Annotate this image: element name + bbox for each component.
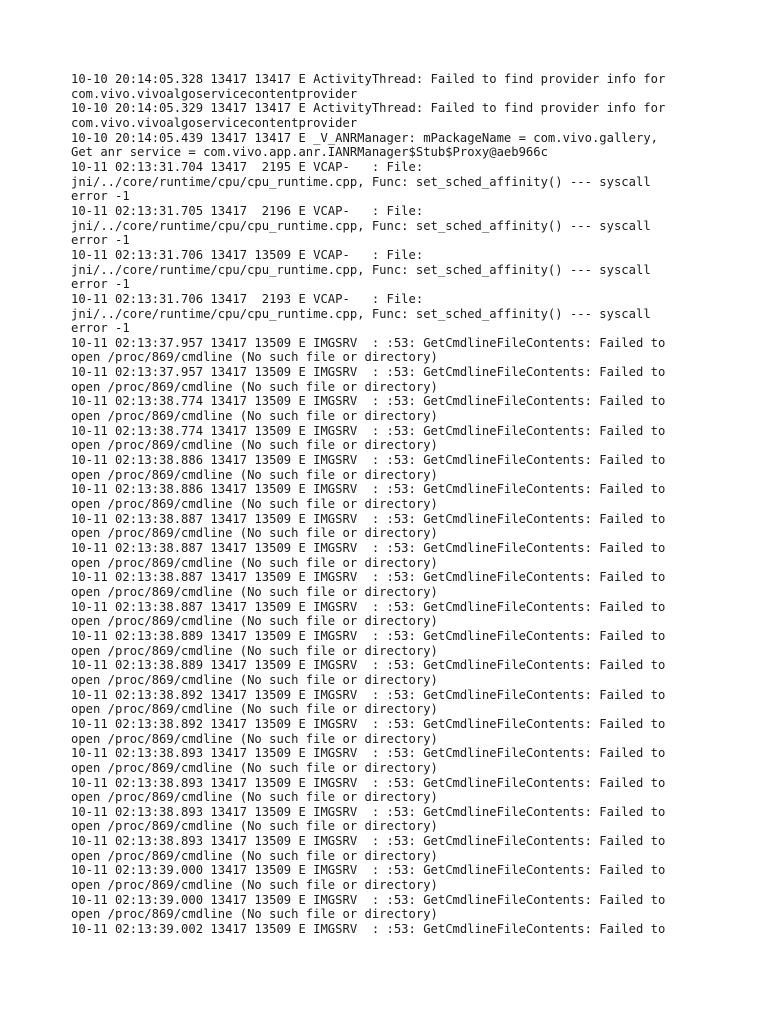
log-line: open /proc/869/cmdline (No such file or directory) bbox=[71, 350, 438, 365]
log-line: open /proc/869/cmdline (No such file or directory) bbox=[71, 379, 438, 394]
log-line: 10-11 02:13:31.706 13417 2193 E VCAP- : File: bbox=[71, 291, 424, 306]
log-line: jni/../core/runtime/cpu/cpu_runtime.cpp, Func: set_sched_affinity() --- syscall bbox=[71, 262, 651, 277]
log-line: open /proc/869/cmdline (No such file or directory) bbox=[71, 848, 438, 863]
log-line: 10-11 02:13:38.774 13417 13509 E IMGSRV : :53: GetCmdlineFileContents: Failed to bbox=[71, 423, 666, 438]
log-line: Get anr service = com.vivo.app.anr.IANRManager$Stub$Proxy@aeb966c bbox=[71, 145, 548, 160]
log-line: 10-11 02:13:39.000 13417 13509 E IMGSRV : :53: GetCmdlineFileContents: Failed to bbox=[71, 892, 666, 907]
log-line: 10-11 02:13:38.893 13417 13509 E IMGSRV : :53: GetCmdlineFileContents: Failed to bbox=[71, 804, 666, 819]
log-line: 10-10 20:14:05.439 13417 13417 E _V_ANRManager: mPackageName = com.vivo.gallery, bbox=[71, 130, 658, 145]
log-line: 10-11 02:13:38.887 13417 13509 E IMGSRV : :53: GetCmdlineFileContents: Failed to bbox=[71, 541, 666, 555]
log-line: 10-11 02:13:37.957 13417 13509 E IMGSRV : :53: GetCmdlineFileContents: Failed to bbox=[71, 335, 666, 350]
log-line: 10-10 20:14:05.329 13417 13417 E ActivityThread: Failed to find provider info for bbox=[71, 101, 666, 116]
log-line: 10-11 02:13:31.704 13417 2195 E VCAP- : File: bbox=[71, 159, 424, 174]
log-line: jni/../core/runtime/cpu/cpu_runtime.cpp, Func: set_sched_affinity() --- syscall bbox=[71, 218, 651, 233]
log-line: 10-10 20:14:05.328 13417 13417 E ActivityThread: Failed to find provider info for bbox=[71, 72, 666, 86]
log-line: open /proc/869/cmdline (No such file or directory) bbox=[71, 672, 438, 687]
log-line: 10-11 02:13:38.774 13417 13509 E IMGSRV : :53: GetCmdlineFileContents: Failed to bbox=[71, 394, 666, 409]
log-line: open /proc/869/cmdline (No such file or directory) bbox=[71, 467, 438, 482]
log-line: 10-11 02:13:38.887 13417 13509 E IMGSRV : :53: GetCmdlineFileContents: Failed to bbox=[71, 599, 666, 614]
log-line: 10-11 02:13:38.886 13417 13509 E IMGSRV : :53: GetCmdlineFileContents: Failed to bbox=[71, 453, 666, 468]
log-line: error -1 bbox=[71, 233, 130, 248]
log-line: error -1 bbox=[71, 277, 130, 292]
log-line: open /proc/869/cmdline (No such file or directory) bbox=[71, 790, 438, 805]
log-line: 10-11 02:13:38.887 13417 13509 E IMGSRV : :53: GetCmdlineFileContents: Failed to bbox=[71, 570, 666, 585]
log-line: open /proc/869/cmdline (No such file or directory) bbox=[71, 731, 438, 746]
log-line: open /proc/869/cmdline (No such file or directory) bbox=[71, 409, 438, 424]
log-line: open /proc/869/cmdline (No such file or directory) bbox=[71, 702, 438, 717]
log-line: open /proc/869/cmdline (No such file or directory) bbox=[71, 878, 438, 893]
log-line: 10-11 02:13:38.889 13417 13509 E IMGSRV : :53: GetCmdlineFileContents: Failed to bbox=[71, 628, 666, 643]
log-line: 10-11 02:13:38.892 13417 13509 E IMGSRV : :53: GetCmdlineFileContents: Failed to bbox=[71, 716, 666, 731]
log-line: 10-11 02:13:38.886 13417 13509 E IMGSRV : :53: GetCmdlineFileContents: Failed to bbox=[71, 482, 666, 497]
log-line: 10-11 02:13:38.892 13417 13509 E IMGSRV : :53: GetCmdlineFileContents: Failed to bbox=[71, 687, 666, 702]
log-line: 10-11 02:13:38.889 13417 13509 E IMGSRV : :53: GetCmdlineFileContents: Failed to bbox=[71, 658, 666, 673]
log-line: 10-11 02:13:31.706 13417 13509 E VCAP- : File: bbox=[71, 247, 424, 262]
log-line: 10-11 02:13:39.000 13417 13509 E IMGSRV : :53: GetCmdlineFileContents: Failed to bbox=[71, 863, 666, 878]
log-line: open /proc/869/cmdline (No such file or directory) bbox=[71, 438, 438, 453]
log-line: 10-11 02:13:38.893 13417 13509 E IMGSRV : :53: GetCmdlineFileContents: Failed to bbox=[71, 746, 666, 761]
log-line: 10-11 02:13:31.705 13417 2196 E VCAP- : File: bbox=[71, 203, 424, 218]
log-line: 10-11 02:13:39.002 13417 13509 E IMGSRV : :53: GetCmdlineFileContents: Failed to bbox=[71, 922, 666, 937]
log-line: 10-11 02:13:37.957 13417 13509 E IMGSRV : :53: GetCmdlineFileContents: Failed to bbox=[71, 365, 666, 380]
log-line: open /proc/869/cmdline (No such file or directory) bbox=[71, 526, 438, 541]
log-line: open /proc/869/cmdline (No such file or directory) bbox=[71, 584, 438, 599]
log-line: com.vivo.vivoalgoservicecontentprovider bbox=[71, 86, 358, 101]
log-line: error -1 bbox=[71, 189, 130, 204]
log-line: 10-11 02:13:38.887 13417 13509 E IMGSRV : :53: GetCmdlineFileContents: Failed to bbox=[71, 511, 666, 526]
log-line: open /proc/869/cmdline (No such file or directory) bbox=[71, 643, 438, 658]
log-line: open /proc/869/cmdline (No such file or directory) bbox=[71, 497, 438, 512]
log-line: 10-11 02:13:38.893 13417 13509 E IMGSRV : :53: GetCmdlineFileContents: Failed to bbox=[71, 834, 666, 849]
log-line: open /proc/869/cmdline (No such file or directory) bbox=[71, 760, 438, 775]
log-line: open /proc/869/cmdline (No such file or directory) bbox=[71, 555, 438, 570]
log-line: 10-11 02:13:38.893 13417 13509 E IMGSRV : :53: GetCmdlineFileContents: Failed to bbox=[71, 775, 666, 790]
log-line: open /proc/869/cmdline (No such file or directory) bbox=[71, 614, 438, 629]
log-line: jni/../core/runtime/cpu/cpu_runtime.cpp, Func: set_sched_affinity() --- syscall bbox=[71, 174, 651, 189]
log-line: open /proc/869/cmdline (No such file or directory) bbox=[71, 907, 438, 922]
log-text bbox=[71, 72, 761, 937]
log-line: open /proc/869/cmdline (No such file or directory) bbox=[71, 819, 438, 834]
log-line: error -1 bbox=[71, 321, 130, 336]
log-line: jni/../core/runtime/cpu/cpu_runtime.cpp, Func: set_sched_affinity() --- syscall bbox=[71, 306, 651, 321]
log-line: com.vivo.vivoalgoservicecontentprovider bbox=[71, 115, 358, 130]
